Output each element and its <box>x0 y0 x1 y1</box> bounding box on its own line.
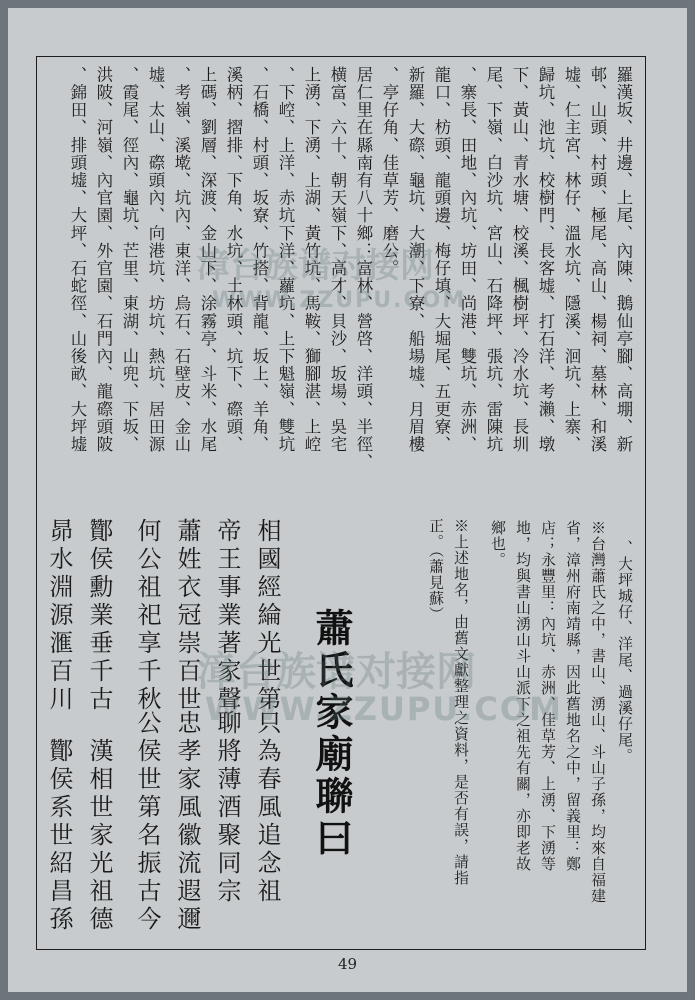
text-column: 洪陂、河嶺、內官園、外官園、石門內、龍磜頭陂 <box>94 66 113 454</box>
couplet-line: 蕭姓衣冠崇百世 <box>173 518 201 714</box>
couplet-line: 漢相世家光祖德 <box>85 738 113 934</box>
watermark-url: WWW.ZZUPU.COM <box>212 288 467 313</box>
note-column: ※台灣蕭氏之中，書山、湧山、斗山子孫，均來自福建 <box>589 520 606 904</box>
text-column: 上湧、下湧、上湖、黃竹坑、馬鞍、獅腳湛、上崆 <box>302 66 321 454</box>
text-column: 歸坑、池坑、校樹門、長客墟、打石洋、考瀨、墩 <box>536 66 555 454</box>
text-column: 下、黃山、青水塘、校溪、楓樹坪、冷水坑、長圳 <box>510 66 529 454</box>
text-column: 墟、太山、磜頭內、向港坑、坊坑、熱坑、居田源 <box>146 66 165 454</box>
couplet-line: 只為春風追念祖 <box>253 710 281 906</box>
note-column: 省，漳州府南靖縣，因此舊地名之中，留義里：鄭 <box>564 520 581 872</box>
text-column: 、錦田、排頭墟、大坪、石蛇徑、山後畝、大坪墟 <box>68 66 87 454</box>
text-column: 横富、六十、朝天嶺下、高才、貝沙、坂場、吳宅 <box>328 66 347 454</box>
couplet-line: 公侯世第名振古今 <box>133 710 161 934</box>
couplet-line: 何公祖祀享千秋 <box>133 518 161 714</box>
couplet-line: 聊將薄酒聚同宗 <box>213 710 241 906</box>
couplet-line: 酇侯勳業垂千古 <box>85 518 113 714</box>
couplet-line: 帝王事業著家聲 <box>213 518 241 714</box>
text-column: 羅漢坂、井邊、上尾、內陳、鵝仙亭腳、高堋、新 <box>614 66 633 454</box>
watermark-url: WWW.ZZUPU.COM <box>205 690 563 728</box>
couplet-line: 酇侯系世紹昌孫 <box>45 738 73 934</box>
couplet-line: 昴水淵源滙百川 <box>45 518 73 714</box>
text-column: 、寨長、田地、內坑、坊田、尚港、雙坑、赤洲、 <box>458 66 477 454</box>
text-column: 、霞尾、徑內、龜坑、芒里、東湖、山兜、下坂、 <box>120 66 139 454</box>
note-column: 地，均與書山湧山斗山派下之祖先有關，亦即老故 <box>514 520 531 872</box>
note-column: 正。（蕭見蘇） <box>427 518 444 623</box>
text-column: 居仁里在縣南有八十鄉：富林、營啓、洋頭、半徑、 <box>354 66 373 471</box>
text-column: 尾、下嶺、白沙坑、宮山、石降坪、張坑、雷陳坑 <box>484 66 503 454</box>
note-column: 、大坪城仔、洋尾、過溪仔尾。 <box>616 540 633 764</box>
couplet-line: 忠孝家風徽流遐邇 <box>173 710 201 934</box>
text-column: 、石橋、村頭、坂寮、竹搭、背龍、坂上、羊角、 <box>250 66 269 454</box>
text-column: 邨、山頭、村頭、極尾、高山、楊祠、墓林、和溪 <box>588 66 607 454</box>
note-column: 店；永豐里：內坑、赤洲、佳草芳、上湧、下湧等 <box>539 520 556 872</box>
text-column: 墟、仁主宮、林仔、溫水坑、隱溪、洄坑、上寨、 <box>562 66 581 454</box>
text-column: 、下崆、上洋、赤坑下洋、蘿坑、上下魁嶺、雙坑 <box>276 66 295 454</box>
note-column: 鄉也。 <box>489 520 506 568</box>
text-column: 上碼、劉層、深渡、金山下、涂霧亭、斗米、水尾 <box>198 66 217 454</box>
couplet-line: 相國經綸光世第 <box>253 518 281 714</box>
text-column: 、亭仔角、佳草芳、磨公。 <box>380 66 399 278</box>
note-column: ※上述地名，由舊文獻整理之資料，是否有誤，請指 <box>452 518 469 886</box>
watermark-text: 漳台族谱对接网 <box>196 246 434 286</box>
watermark-text: 漳台族谱对接网 <box>196 649 476 695</box>
couplet-title: 蕭氏家廟聯曰 <box>309 608 353 860</box>
text-column: 龍口、枋頭、龍頭邊、梅仔填、大堀尾、五更寮、 <box>432 66 451 454</box>
page-number: 49 <box>337 955 358 973</box>
text-column: 新羅、大磜、龜坑、大潮、下寮、船場墟、月眉樓 <box>406 66 425 454</box>
text-column: 溪柄、摺排、下角、水坑、土林頭、坑下、磜頭、 <box>224 66 243 454</box>
text-column: 、考嶺、溪墘、坑內、東洋、烏石、石壁皮、金山 <box>172 66 191 454</box>
